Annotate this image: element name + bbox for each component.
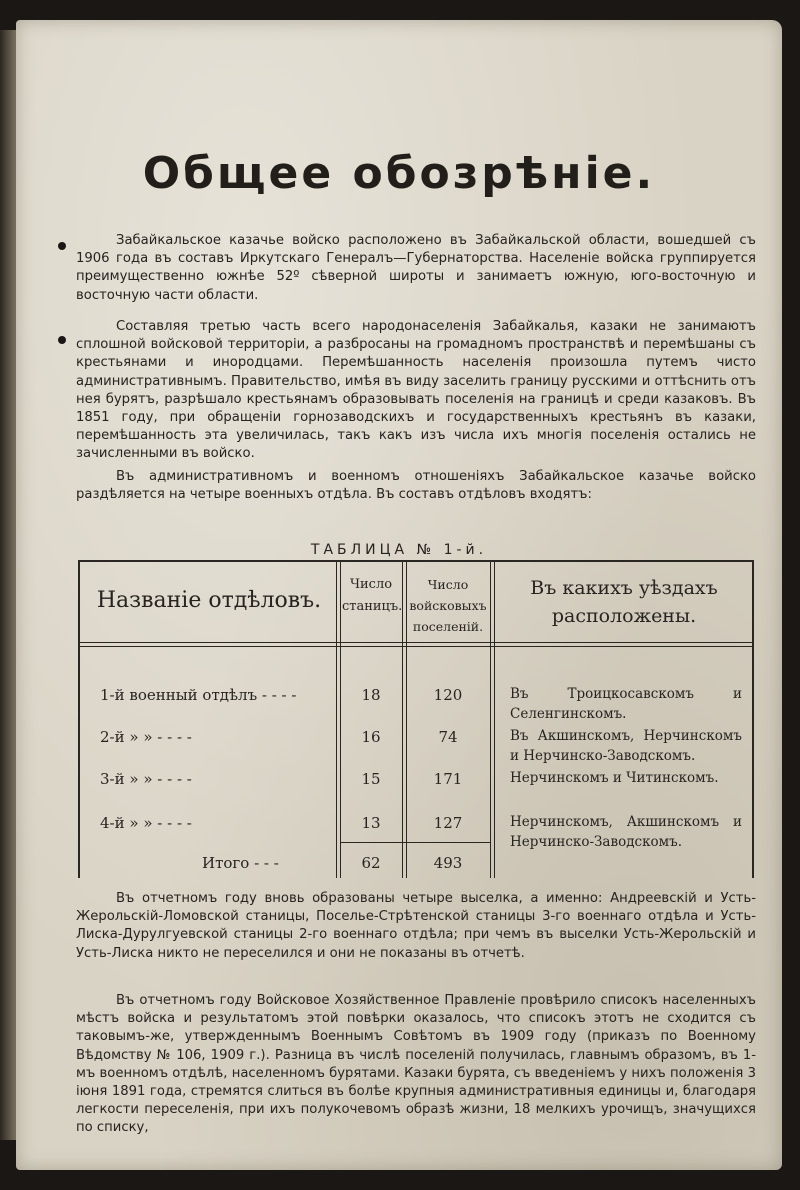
- row-1-name: 1-й военный отдѣлъ - - - -: [100, 686, 297, 704]
- header-stanitsa-count: Число станицъ.: [342, 577, 403, 614]
- row-4-settlements: 127: [433, 814, 463, 832]
- table-col-rule: [336, 560, 337, 878]
- row-2-districts: Въ Акшинскомъ, Нерчинскомъ и Нерчинско-Заводскомъ.: [510, 728, 742, 764]
- row-4-stanitsy: 13: [361, 814, 381, 832]
- total-settlements: 493: [433, 854, 463, 872]
- total-label: Итого - - -: [202, 854, 279, 872]
- table-total-rule: [340, 842, 490, 843]
- row-4-name: 4-й » » - - - -: [100, 814, 192, 832]
- table-header-rule: [78, 642, 754, 643]
- binding-hole: [58, 336, 66, 344]
- row-4-districts: Нерчинскомъ, Акшинскомъ и Нерчинско-Заводскомъ.: [510, 814, 742, 850]
- document-page: [16, 20, 782, 1170]
- binding-hole: [58, 242, 66, 250]
- row-3-districts: Нерчинскомъ и Читинскомъ.: [510, 770, 719, 786]
- table-col-rule: [402, 560, 403, 878]
- table-col-rule-double: [340, 560, 341, 878]
- page-title: Общее обозрѣніе.: [142, 148, 656, 199]
- table-col-rule: [490, 560, 491, 878]
- districts-table: [78, 560, 754, 878]
- paragraph-5: Въ отчетномъ году Войсковое Хозяйственное Правленіе провѣрило списокъ населенныхъ мѣстъ войска и результатомъ этой повѣрки оказалось, что списокъ этотъ не сходится съ таковымъ-же, утвержденнымъ Военнымъ Совѣтомъ въ 1909 году (приказъ по Военному Вѣдомству № 106, 1909 г.). Разница въ числѣ поселеній получилась, главнымъ образомъ, въ 1-мъ военномъ отдѣлѣ, населенномъ бурятами. Казаки бурята, съ введеніемъ у нихъ положенія 3 іюня 1891 года, стремятся слиться въ болѣе крупныя административныя единицы и, благодаря легкости переселенія, при ихъ полукочевомъ образѣ жизни, 18 мелкихъ урочищъ, значущихся по списку,: [76, 993, 756, 1136]
- table-col-rule-double: [494, 560, 495, 878]
- table-left-rule: [78, 560, 80, 878]
- table-caption: ТАБЛИЦА № 1-й.: [310, 542, 488, 558]
- row-3-stanitsy: 15: [361, 770, 381, 788]
- row-1-settlements: 120: [433, 686, 463, 704]
- paragraph-2: Составляя третью часть всего народонаселенія Забайкалья, казаки не занимаютъ сплошной войсковой территоріи, а разбросаны на громадномъ пространствѣ и перемѣшаны съ крестьянами и инородцами. Перемѣшанность населенія произошла путемъ чисто административнымъ. Правительство, имѣя въ виду заселить границу русскими и оттѣснить отъ нея бурятъ, разрѣшало крестьянамъ образовывать поселенія на границѣ и среди казаковъ. Въ 1851 году, при обращеніи горнозаводскихъ и государственныхъ крестьянъ въ казаки, перемѣшанность эта увеличилась, такъ какъ изъ числа ихъ многія поселенія остались не зачисленными въ войско.: [76, 319, 756, 462]
- total-stanitsy: 62: [361, 854, 381, 872]
- header-department-name: Названіе отдѣловъ.: [96, 588, 322, 613]
- paragraph-4: Въ отчетномъ году вновь образованы четыре выселка, а именно: Андреевскій и Усть-Жерольскій-Ломовской станицы, Поселье-Стрѣтенской станицы 3-го военнаго отдѣла и Усть-Лиска-Дурулгуевской станицы 2-го военнаго отдѣла; при чемъ въ выселки Усть-Жерольскій и Усть-Лиска никто не переселился и они не показаны въ отчетѣ.: [76, 891, 756, 961]
- table-top-rule: [78, 560, 754, 562]
- table-header-rule-double: [78, 646, 754, 647]
- row-1-districts: Въ Троицкосавскомъ и Селенгинскомъ.: [510, 686, 742, 722]
- paragraph-1: Забайкальское казачье войско расположено въ Забайкальской области, вошедшей съ 1906 года въ составъ Иркутскаго Генералъ—Губернаторства. Населеніе войска группируется преимущественно южнѣе 52º сѣверной широты и занимаетъ южную, юго-восточную и восточную части области.: [76, 233, 756, 303]
- row-3-settlements: 171: [433, 770, 463, 788]
- header-districts: Въ какихъ уѣздахъ расположены.: [530, 577, 718, 627]
- row-1-stanitsy: 18: [361, 686, 381, 704]
- row-2-settlements: 74: [438, 728, 458, 746]
- row-2-name: 2-й » » - - - -: [100, 728, 192, 746]
- paragraph-3: Въ административномъ и военномъ отношеніяхъ Забайкальское казачье войско раздѣляется на четыре военныхъ отдѣла. Въ составъ отдѣловъ входятъ:: [76, 469, 756, 503]
- table-right-rule: [752, 560, 754, 878]
- header-settlement-count: Число войсковыхъ поселеній.: [409, 577, 487, 634]
- row-3-name: 3-й » » - - - -: [100, 770, 192, 788]
- row-2-stanitsy: 16: [361, 728, 381, 746]
- table-col-rule-double: [406, 560, 407, 878]
